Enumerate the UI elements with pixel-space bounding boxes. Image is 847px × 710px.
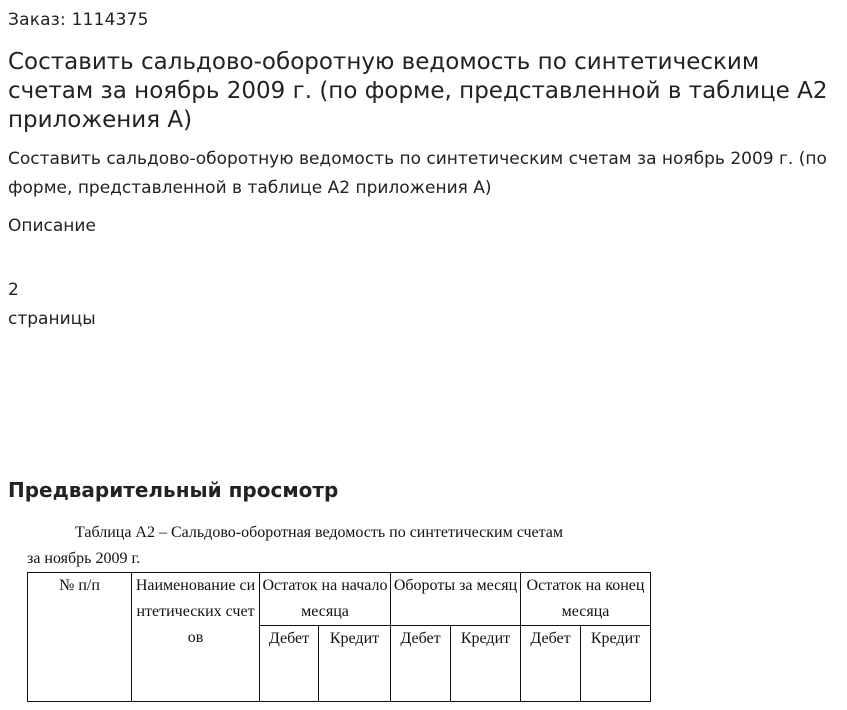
document-caption [27,520,667,572]
header-turnover: Обороты за месяц [391,573,521,626]
lead-text: Составить сальдово-оборотную ведомость по синтетическим счетам за ноябрь 2009 г. (по форме, представленной в таблице А2 приложения А) [8,149,827,198]
header-debit: Дебет [391,626,451,702]
ledger-table [27,572,651,702]
header-opening-balance: Остаток на начало месяца [260,573,391,626]
header-debit: Дебет [260,626,319,702]
pages-label: страницы [8,309,96,329]
order-number: Заказ: 1114375 [8,10,149,30]
header-credit: Кредит [451,626,521,702]
caption-line-1: Таблица А2 – Сальдово-оборотная ведомость по синтетическим счетам [75,524,564,541]
caption-line-2: за ноябрь 2009 г. [27,550,141,567]
header-debit: Дебет [521,626,581,702]
header-account-name: Наименование синтетических счетов [132,573,260,702]
header-credit: Кредит [319,626,391,702]
page-title: Составить сальдово-оборотную ведомость по синтетическим счетам за ноябрь 2009 г. (по форме, представленной в таблице А2 приложения А) [8,49,828,133]
preview-heading: Предварительный просмотр [8,478,339,502]
header-closing-balance: Остаток на конец месяца [521,573,651,626]
header-credit: Кредит [581,626,651,702]
description-label: Описание [8,216,96,236]
header-number: № п/п [28,573,132,702]
pages-count: 2 [8,280,19,300]
